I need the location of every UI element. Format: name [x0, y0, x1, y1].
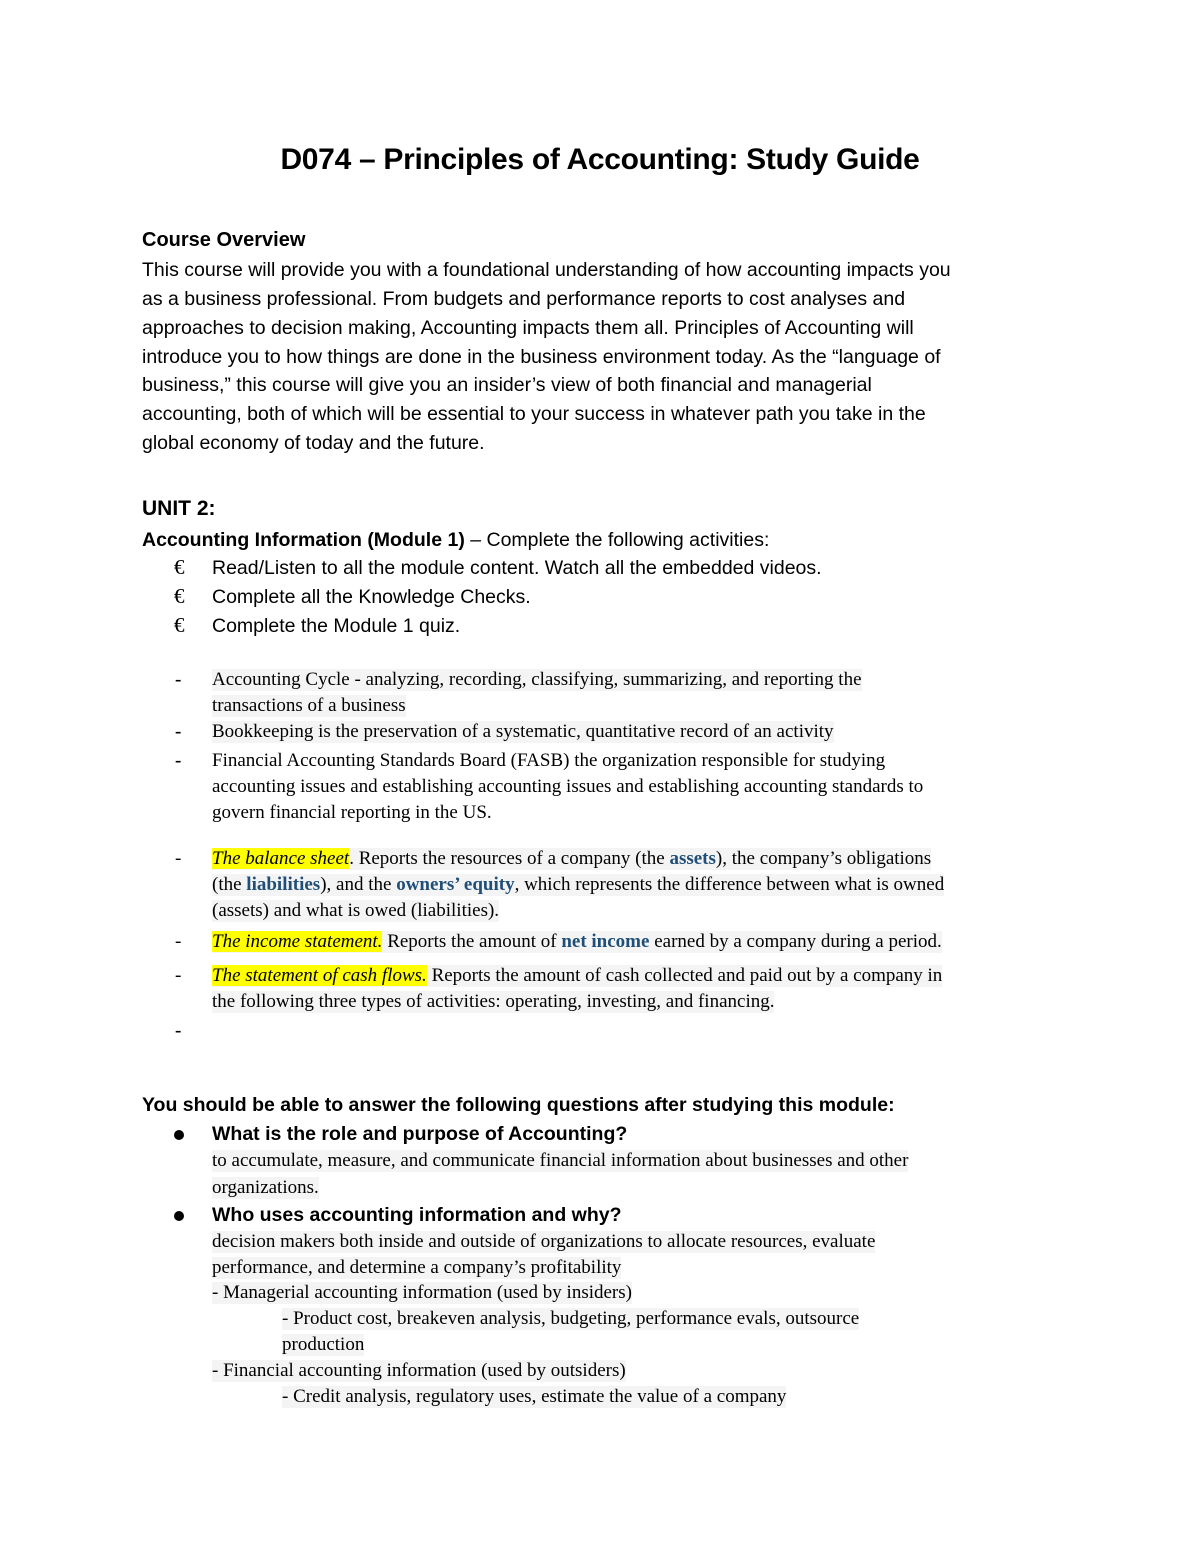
overview-line: global economy of today and the future.	[142, 432, 485, 454]
module-suffix: – Complete the following activities:	[464, 529, 770, 551]
overview-line: approaches to decision making, Accounting impacts them all. Principles of Accounting will	[142, 317, 914, 339]
dash-bullet-icon: -	[175, 931, 182, 952]
overview-line: as a business professional. From budgets and performance reports to cost analyses and	[142, 288, 906, 310]
managerial-uses-line: production	[282, 1334, 365, 1355]
overview-line: business,” this course will give you an insider’s view of both financial and managerial	[142, 374, 872, 396]
definition-line: Bookkeeping is the preservation of a systematic, quantitative record of an activity	[212, 721, 834, 742]
questions-heading: You should be able to answer the following questions after studying this module:	[142, 1094, 895, 1116]
text-segment: ), and the	[320, 874, 397, 895]
managerial-uses-line: - Product cost, breakeven analysis, budgeting, performance evals, outsource	[282, 1308, 860, 1329]
euro-bullet-icon: €	[174, 584, 185, 608]
activity-item: Read/Listen to all the module content. Watch all the embedded videos.	[212, 557, 822, 579]
module-title: Accounting Information (Module 1)	[142, 529, 465, 551]
dash-bullet-icon: -	[175, 965, 182, 986]
document-title: D074 – Principles of Accounting: Study Guide	[280, 143, 920, 176]
dash-bullet-icon: -	[175, 750, 182, 771]
answer-line: performance, and determine a company’s profitability	[212, 1257, 622, 1278]
liabilities-keyword: liabilities	[246, 874, 321, 895]
text-segment: Reports the amount of cash collected and paid out by a company in	[426, 965, 943, 986]
text-segment: Reports the amount of	[382, 931, 562, 952]
question-1: What is the role and purpose of Accounting?	[212, 1123, 628, 1145]
overview-line: This course will provide you with a foundational understanding of how accounting impacts you	[142, 259, 951, 281]
bullet-dot-icon	[174, 1130, 184, 1140]
unit-heading: UNIT 2:	[142, 497, 216, 520]
answer-line: organizations.	[212, 1177, 319, 1198]
text-segment: . Reports the resources of a company (the	[349, 848, 670, 869]
definition-line: accounting issues and establishing accounting issues and establishing accounting standards to	[212, 776, 924, 797]
euro-bullet-icon: €	[174, 613, 185, 637]
financial-uses-line: - Credit analysis, regulatory uses, estimate the value of a company	[282, 1386, 787, 1407]
text-segment: , which represents the difference between what is owned	[514, 874, 945, 895]
definition-line: Financial Accounting Standards Board (FASB) the organization responsible for studying	[212, 750, 886, 771]
income-statement-line	[212, 931, 942, 953]
euro-bullet-icon: €	[174, 555, 185, 579]
text-segment: (the	[212, 874, 247, 895]
activity-item: Complete all the Knowledge Checks.	[212, 586, 531, 608]
module-instruction	[142, 529, 769, 552]
text-segment: ), the company’s obligations	[715, 848, 932, 869]
dash-bullet-icon: -	[175, 848, 182, 869]
balance-sheet-line	[212, 848, 931, 870]
cash-flows-term: The statement of cash flows.	[212, 965, 427, 986]
cash-flows-line: the following three types of activities: operating, investing, and financing.	[212, 991, 775, 1012]
definition-line: Accounting Cycle - analyzing, recording, classifying, summarizing, and reporting the	[212, 669, 862, 690]
dash-bullet-icon: -	[175, 721, 182, 742]
definition-line: transactions of a business	[212, 695, 406, 716]
answer-line: decision makers both inside and outside of organizations to allocate resources, evaluate	[212, 1231, 876, 1252]
dash-bullet-icon: -	[175, 669, 182, 690]
question-2: Who uses accounting information and why?	[212, 1204, 622, 1226]
answer-line: to accumulate, measure, and communicate financial information about businesses and other	[212, 1150, 909, 1171]
net-income-keyword: net income	[561, 931, 650, 952]
dash-bullet-icon: -	[175, 1020, 182, 1041]
managerial-line: - Managerial accounting information (used by insiders)	[212, 1282, 632, 1303]
income-statement-term: The income statement.	[212, 931, 383, 952]
balance-sheet-line	[212, 874, 944, 896]
cash-flows-line	[212, 965, 942, 987]
definition-line: govern financial reporting in the US.	[212, 802, 492, 823]
balance-sheet-line: (assets) and what is owed (liabilities).	[212, 900, 500, 921]
balance-sheet-term: The balance sheet	[212, 848, 350, 869]
overview-line: introduce you to how things are done in the business environment today. As the “language of	[142, 346, 941, 368]
owners-equity-keyword: owners’ equity	[396, 874, 515, 895]
overview-line: accounting, both of which will be essential to your success in whatever path you take in the	[142, 403, 926, 425]
bullet-dot-icon	[174, 1211, 184, 1221]
course-overview-heading: Course Overview	[142, 229, 306, 251]
text-segment: earned by a company during a period.	[649, 931, 942, 952]
activity-item: Complete the Module 1 quiz.	[212, 615, 461, 637]
financial-line: - Financial accounting information (used by outsiders)	[212, 1360, 626, 1381]
assets-keyword: assets	[669, 848, 716, 869]
